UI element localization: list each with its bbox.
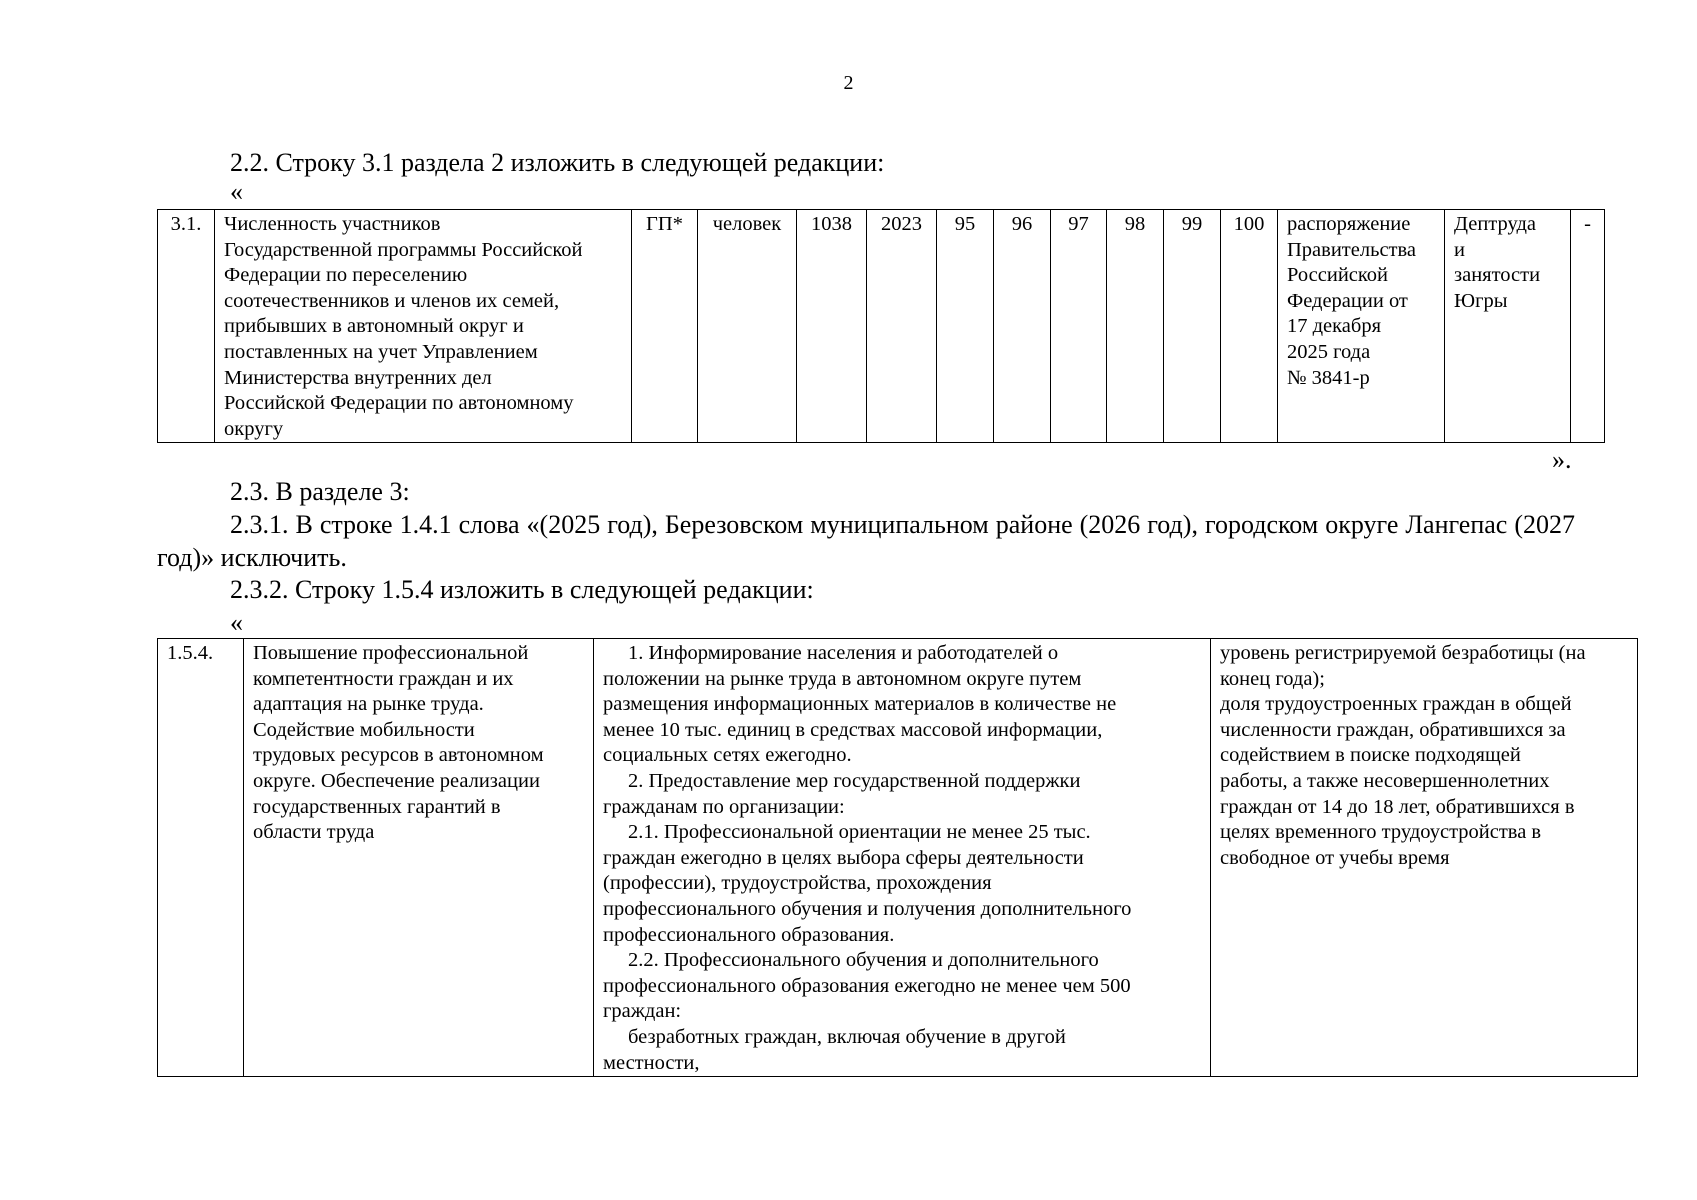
doc-line: распоряжение <box>1287 213 1411 235</box>
basis-document <box>1278 210 1445 443</box>
doc-line: № 3841-р <box>1287 366 1370 389</box>
resp-line: и <box>1454 238 1465 261</box>
year-value: 100 <box>1221 210 1278 443</box>
year-value: 95 <box>937 210 994 443</box>
indicator-line: работы, а также несовершеннолетних <box>1220 769 1550 792</box>
measure-line: 2. Предоставление мер государственной поддержки <box>628 769 1081 792</box>
row-number: 3.1. <box>158 210 215 443</box>
paragraph-2-3: 2.3. В разделе 3: <box>230 477 410 506</box>
table-row-1-5-4 <box>157 638 1638 1077</box>
measures <box>594 639 1211 1077</box>
task-line: компетентности граждан и их <box>253 667 514 690</box>
task-line: области труда <box>253 821 375 844</box>
name-line: Государственной программы Российской <box>224 238 583 261</box>
open-quote-1: « <box>230 177 243 206</box>
year-value: 96 <box>994 210 1051 443</box>
name-line: соотечественников и членов их семей, <box>224 289 560 312</box>
task-line: Содействие мобильности <box>253 718 475 741</box>
base-value: 1038 <box>797 210 867 443</box>
paragraph-2-3-2: 2.3.2. Строку 1.5.4 изложить в следующей редакции: <box>230 575 814 604</box>
year-value: 97 <box>1051 210 1107 443</box>
name-line: Федерации по переселению <box>224 264 468 287</box>
doc-line: 17 декабря <box>1287 315 1382 338</box>
indicator-line: свободное от учебы время <box>1220 846 1450 869</box>
task-line: государственных гарантий в <box>253 795 501 818</box>
task-line: округе. Обеспечение реализации <box>253 769 540 792</box>
responsible-body <box>1445 210 1571 443</box>
name-line: Министерства внутренних дел <box>224 366 492 389</box>
unit-of-measure: человек <box>698 210 797 443</box>
resp-line: занятости <box>1454 264 1541 287</box>
doc-line: Правительства <box>1287 238 1417 261</box>
task-line: Повышение профессиональной <box>253 642 529 664</box>
task-name <box>244 639 594 1077</box>
measure-line: граждан: <box>603 1000 682 1023</box>
task-line: адаптация на рынке труда. <box>253 693 484 716</box>
measure-line: местности, <box>603 1051 700 1074</box>
name-line: Численность участников <box>224 213 441 235</box>
year-value: 99 <box>1164 210 1221 443</box>
year-value: 98 <box>1107 210 1164 443</box>
measure-line: менее 10 тыс. единиц в средствах массовой информации, <box>603 718 1103 741</box>
doc-line: Российской <box>1287 264 1389 287</box>
indicator-line: граждан от 14 до 18 лет, обратившихся в <box>1220 795 1575 818</box>
doc-line: 2025 года <box>1287 340 1371 363</box>
measure-line: профессионального образования ежегодно не менее чем 500 <box>603 974 1131 997</box>
doc-line: Федерации от <box>1287 289 1408 312</box>
measure-line: граждан ежегодно в целях выбора сферы деятельности <box>603 846 1084 869</box>
indicator-line: уровень регистрируемой безработицы (на <box>1220 642 1586 664</box>
row-number: 1.5.4. <box>158 639 244 1077</box>
indicators <box>1211 639 1638 1077</box>
measure-line: размещения информационных материалов в количестве не <box>603 693 1117 716</box>
indicator-line: численности граждан, обратившихся за <box>1220 718 1566 741</box>
indicator-level: ГП* <box>632 210 698 443</box>
table-row-3-1 <box>157 209 1605 443</box>
measure-line: (профессии), трудоустройства, прохождения <box>603 872 992 895</box>
resp-line: Дептруда <box>1454 213 1536 235</box>
task-line: трудовых ресурсов в автономном <box>253 744 544 767</box>
measure-line: 2.2. Профессионального обучения и дополнительного <box>628 949 1099 972</box>
name-line: поставленных на учет Управлением <box>224 340 538 363</box>
paragraph-2-3-1: 2.3.1. В строке 1.4.1 слова «(2025 год), Березовском муниципальном районе (2026 год), городском округе Лангепас (2027 год)» исключить. <box>157 510 1575 572</box>
name-line: прибывших в автономный округ и <box>224 315 524 338</box>
paragraph-2-2: 2.2. Строку 3.1 раздела 2 изложить в следующей редакции: <box>230 148 885 177</box>
name-line: округу <box>224 417 284 440</box>
indicator-line: содействием в поиске подходящей <box>1220 744 1521 767</box>
base-year: 2023 <box>867 210 937 443</box>
measure-line: 1. Информирование населения и работодателей о <box>628 642 1059 664</box>
measure-line: социальных сетях ежегодно. <box>603 744 852 767</box>
close-quote-1: ». <box>1552 445 1572 474</box>
indicator-line: конец года); <box>1220 667 1325 690</box>
measure-line: безработных граждан, включая обучение в другой <box>628 1025 1066 1048</box>
measure-line: профессионального образования. <box>603 923 895 946</box>
last-column: - <box>1571 210 1605 443</box>
measure-line: профессионального обучения и получения дополнительного <box>603 897 1132 920</box>
measure-line: положении на рынке труда в автономном округе путем <box>603 667 1082 690</box>
page-number: 2 <box>843 72 854 94</box>
measure-line: гражданам по организации: <box>603 795 845 818</box>
indicator-line: доля трудоустроенных граждан в общей <box>1220 693 1572 716</box>
measure-line: 2.1. Профессиональной ориентации не менее 25 тыс. <box>628 821 1091 844</box>
open-quote-2: « <box>230 608 243 637</box>
name-line: Российской Федерации по автономному <box>224 392 574 415</box>
indicator-line: целях временного трудоустройства в <box>1220 821 1542 844</box>
resp-line: Югры <box>1454 289 1508 312</box>
indicator-name <box>215 210 632 443</box>
